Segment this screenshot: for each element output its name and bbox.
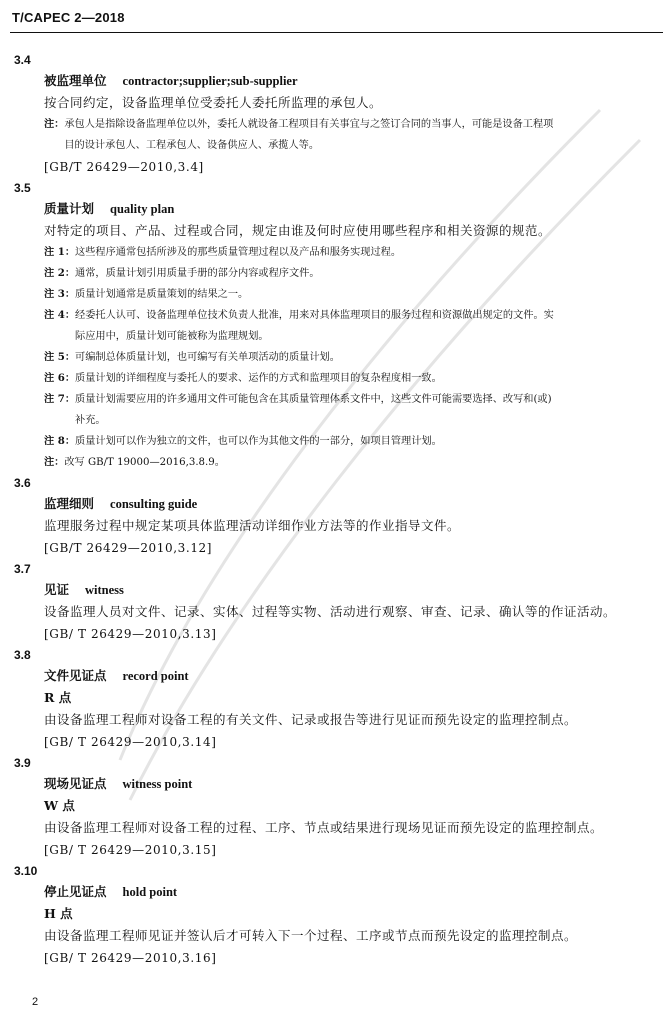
term-heading <box>44 579 671 601</box>
note-text-line: 经委托人认可、设备监理单位技术负责人批准，用来对具体监理项目的服务过程和资源做出规定的文件。实 <box>75 310 554 321</box>
source-reference: [GB/T 26429—2010,3.4] <box>44 160 204 174</box>
term-definition: 按合同约定，设备监理单位受委托人委托所监理的承包人。 <box>44 95 383 110</box>
note-text-continuation: 目的设计承包人、工程承包人、设备供应人、承揽人等。 <box>64 140 320 151</box>
term-zh: 见证 <box>44 582 70 597</box>
clause-number: 3.8 <box>14 648 31 662</box>
term-en: witness <box>85 583 124 597</box>
note <box>44 347 659 368</box>
source-reference: [GB/ T 26429—2010,3.14] <box>44 735 217 749</box>
term-entry <box>0 178 671 473</box>
header-rule <box>10 32 663 33</box>
term-definition: 设备监理人员对文件、记录、实体、过程等实物、活动进行观察、审查、记录、确认等的作证活动。 <box>44 604 617 619</box>
note <box>44 263 659 284</box>
note-label: 注 1： <box>44 246 76 258</box>
clause-number: 3.9 <box>14 756 31 770</box>
note-text-line: 质量计划可以作为独立的文件，也可以作为其他文件的一部分，如项目管理计划。 <box>75 436 442 447</box>
note-label: 注 6： <box>44 372 76 384</box>
term-entry <box>0 50 671 178</box>
note-label: 注： <box>44 456 65 468</box>
note-text-line: 通常，质量计划引用质量手册的部分内容或程序文件。 <box>75 268 320 279</box>
note-label: 注 3： <box>44 288 76 300</box>
term-en: hold point <box>122 885 178 899</box>
note-text <box>64 114 659 156</box>
term-en: consulting guide <box>110 497 198 511</box>
note-text-line: 质量计划的详细程度与委托人的要求、运作的方式和监理项目的复杂程度相一致。 <box>75 373 442 384</box>
note-text-line: 质量计划需要应用的许多通用文件可能包含在其质量管理体系文件中，这些文件可能需要选择、改写和(或) <box>75 394 552 405</box>
note <box>44 368 659 389</box>
term-definition: 由设备监理工程师对设备工程的有关文件、记录或报告等进行见证而预先设定的监理控制点。 <box>44 712 578 727</box>
term-heading <box>44 773 671 795</box>
term-heading <box>44 198 671 220</box>
point-code: R 点 <box>44 690 72 705</box>
note-text <box>75 431 659 452</box>
clause-number: 3.4 <box>14 53 31 67</box>
source-reference: [GB/T 26429—2010,3.12] <box>44 541 213 555</box>
note-text <box>75 347 659 368</box>
note-text-line: 改写 GB/T 19000—2016,3.8.9。 <box>64 457 225 468</box>
term-en: quality plan <box>110 202 175 216</box>
term-zh: 监理细则 <box>44 496 95 511</box>
term-definition: 由设备监理工程师见证并签认后才可转入下一个过程、工序或节点而预先设定的监理控制点。 <box>44 928 578 943</box>
term-en: witness point <box>122 777 193 791</box>
source-reference: [GB/ T 26429—2010,3.15] <box>44 843 217 857</box>
term-zh: 被监理单位 <box>44 73 107 88</box>
document-code: T/CAPEC 2—2018 <box>12 10 125 25</box>
note <box>44 114 659 156</box>
terms-list <box>0 50 671 969</box>
term-heading <box>44 70 671 92</box>
page-number: 2 <box>32 996 39 1008</box>
term-definition: 对特定的项目、产品、过程或合同，规定由谁及何时应使用哪些程序和相关资源的规范。 <box>44 223 552 238</box>
note <box>44 242 659 263</box>
note-text-line: 可编制总体质量计划，也可编写有关单项活动的质量计划。 <box>75 352 340 363</box>
note-text-line: 承包人是指除设备监理单位以外，委托人就设备工程项目有关事宜与之签订合同的当事人，可能是设备工程项 <box>64 119 554 130</box>
note-label: 注： <box>44 118 65 130</box>
term-en: record point <box>122 669 189 683</box>
clause-number: 3.7 <box>14 562 31 576</box>
term-heading <box>44 493 671 515</box>
source-reference: [GB/ T 26429—2010,3.16] <box>44 951 217 965</box>
note-text-line: 这些程序通常包括所涉及的那些质量管理过程以及产品和服务实现过程。 <box>75 247 402 258</box>
term-entry <box>0 753 671 861</box>
term-entry <box>0 645 671 753</box>
term-entry <box>0 861 671 969</box>
clause-number: 3.10 <box>14 864 38 878</box>
term-definition: 监理服务过程中规定某项具体监理活动详细作业方法等的作业指导文件。 <box>44 518 461 533</box>
note-text-line: 质量计划通常是质量策划的结果之一。 <box>75 289 249 300</box>
clause-number: 3.6 <box>14 476 31 490</box>
point-code: H 点 <box>44 906 73 921</box>
term-zh: 现场见证点 <box>44 776 107 791</box>
note-text <box>75 368 659 389</box>
note <box>44 284 659 305</box>
note <box>44 431 659 452</box>
note-text <box>64 452 659 473</box>
note-text-continuation: 际应用中，质量计划可能被称为监理规划。 <box>75 331 269 342</box>
point-code: W 点 <box>44 798 75 813</box>
note <box>44 389 659 431</box>
term-zh: 文件见证点 <box>44 668 107 683</box>
note-label: 注 5： <box>44 351 76 363</box>
note-text <box>75 305 659 347</box>
note-label: 注 7： <box>44 393 76 405</box>
note-label: 注 2： <box>44 267 76 279</box>
term-definition: 由设备监理工程师对设备工程的过程、工序、节点或结果进行现场见证而预先设定的监理控制点。 <box>44 820 604 835</box>
note-label: 注 4： <box>44 309 76 321</box>
note <box>44 452 659 473</box>
term-heading <box>44 665 671 687</box>
term-entry <box>0 473 671 559</box>
term-entry <box>0 559 671 645</box>
note-text <box>75 242 659 263</box>
note <box>44 305 659 347</box>
term-zh: 停止见证点 <box>44 884 107 899</box>
note-text <box>75 284 659 305</box>
source-reference: [GB/ T 26429—2010,3.13] <box>44 627 217 641</box>
note-text <box>75 263 659 284</box>
note-text-continuation: 补充。 <box>75 415 106 426</box>
term-heading <box>44 881 671 903</box>
term-en: contractor;supplier;sub-supplier <box>122 74 298 88</box>
note-text <box>75 389 659 431</box>
clause-number: 3.5 <box>14 181 31 195</box>
term-zh: 质量计划 <box>44 201 95 216</box>
note-label: 注 8： <box>44 435 76 447</box>
